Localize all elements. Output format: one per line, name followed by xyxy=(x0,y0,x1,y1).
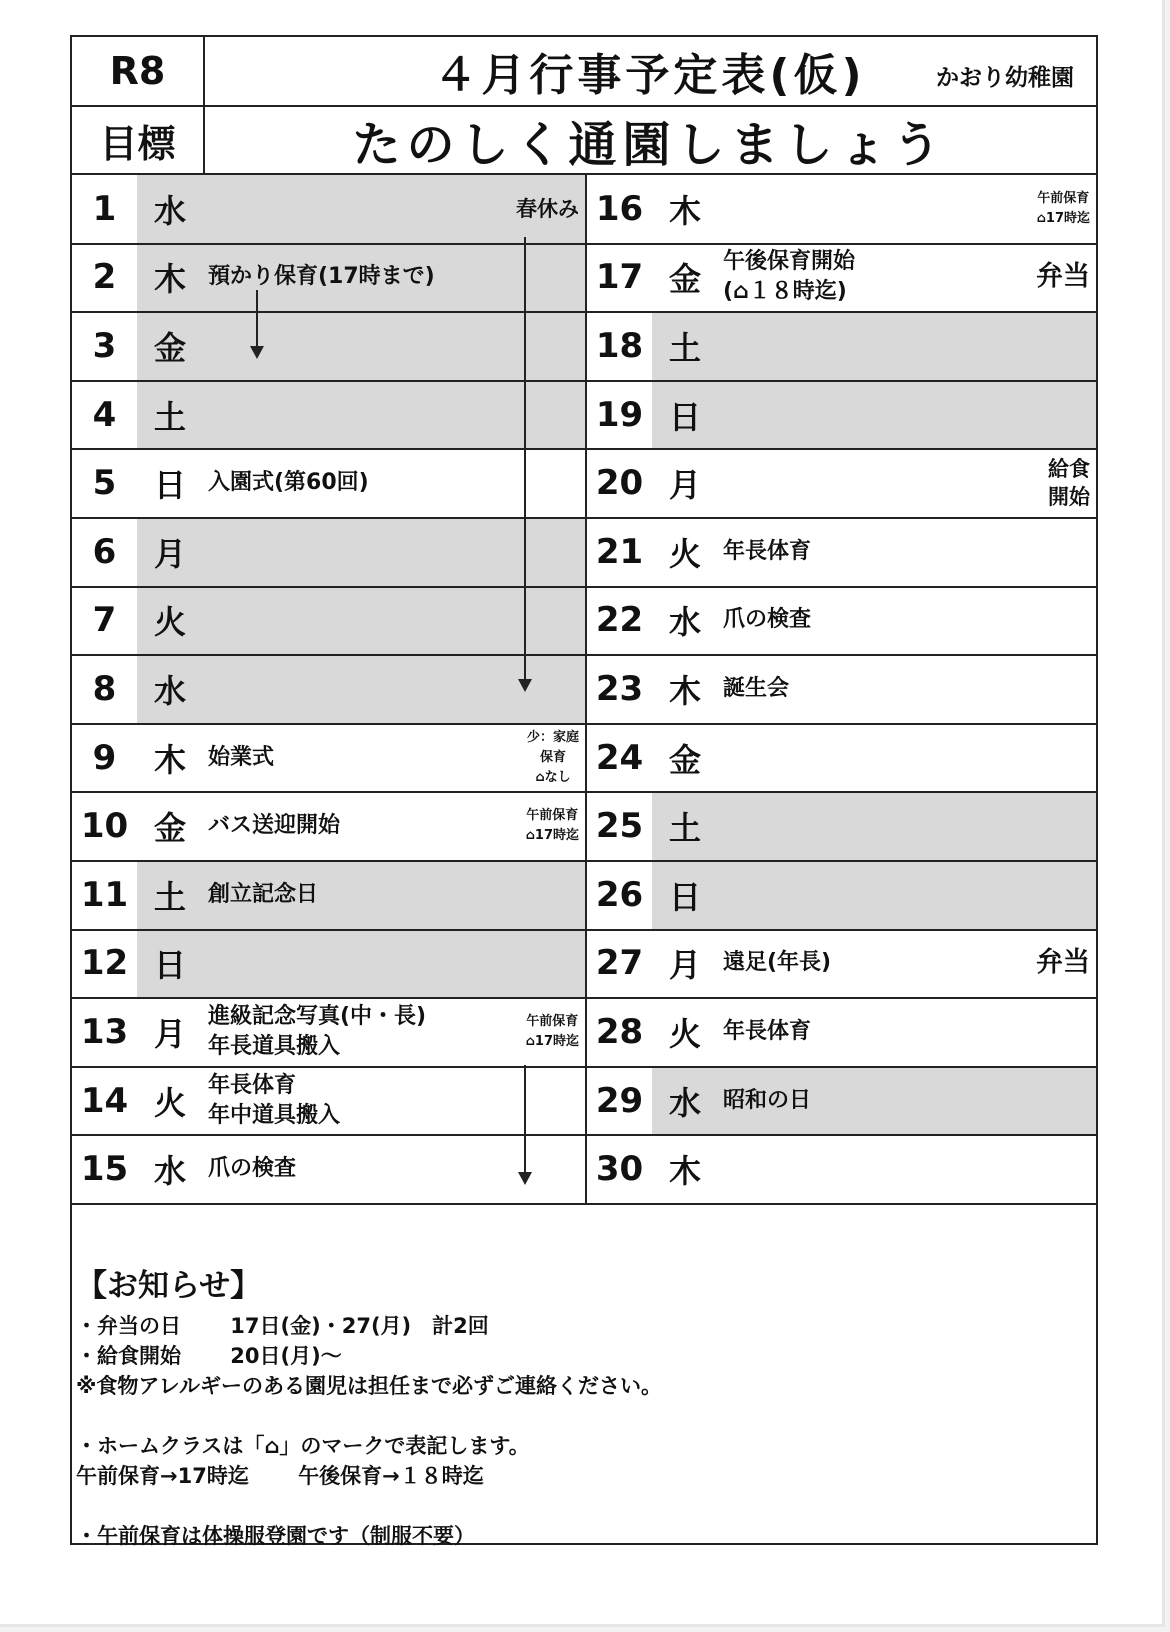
event-line: 年長道具搬入 xyxy=(208,1033,341,1059)
day-number: 18 xyxy=(587,312,654,380)
event-text xyxy=(208,724,274,792)
goal-text: たのしく通園しましょう xyxy=(352,116,947,173)
day-of-week: 木 xyxy=(652,1135,720,1203)
event-text xyxy=(208,998,426,1066)
calendar-row xyxy=(72,244,587,314)
event-cell xyxy=(203,518,585,586)
calendar-row xyxy=(72,998,587,1068)
day-of-week: 火 xyxy=(652,518,720,586)
page-title: ４月行事予定表(仮) xyxy=(433,50,866,101)
calendar-row xyxy=(587,655,1096,725)
day-of-week: 水 xyxy=(137,655,205,723)
calendar-row xyxy=(587,724,1096,794)
event-cell xyxy=(718,792,1096,860)
event-line: 午後保育開始 xyxy=(723,249,856,275)
event-cell xyxy=(718,587,1096,655)
event-note xyxy=(1048,449,1090,517)
day-number: 17 xyxy=(587,244,654,312)
event-note xyxy=(1037,175,1090,243)
event-text xyxy=(723,655,789,723)
event-note xyxy=(526,792,579,860)
event-line: 預かり保育(17時まで) xyxy=(208,264,435,290)
event-note xyxy=(1036,930,1090,998)
event-cell xyxy=(203,175,585,243)
day-number: 2 xyxy=(72,244,139,312)
note-line: 少：家庭 xyxy=(526,729,579,745)
year-label: R8 xyxy=(72,37,205,105)
event-text xyxy=(723,930,831,998)
goal-label: 目標 xyxy=(72,107,205,173)
event-cell xyxy=(718,1067,1096,1135)
day-number: 25 xyxy=(587,792,654,860)
day-number: 15 xyxy=(72,1135,139,1203)
notice-spacer xyxy=(76,1401,1086,1431)
day-number: 16 xyxy=(587,175,654,243)
event-cell xyxy=(718,449,1096,517)
event-text xyxy=(208,1135,296,1203)
day-number: 12 xyxy=(72,930,139,998)
note-line: ⌂なし xyxy=(535,769,571,785)
notice-lines xyxy=(76,1311,1086,1551)
calendar-row xyxy=(587,175,1096,245)
day-of-week: 火 xyxy=(137,1067,205,1135)
event-cell xyxy=(718,244,1096,312)
day-of-week: 月 xyxy=(137,998,205,1066)
event-cell xyxy=(203,587,585,655)
notice-title: 【お知らせ】 xyxy=(76,1268,262,1304)
day-of-week: 金 xyxy=(652,244,720,312)
calendar-row xyxy=(72,381,587,451)
arrow-down-icon xyxy=(256,290,258,357)
event-cell xyxy=(203,930,585,998)
day-number: 28 xyxy=(587,998,654,1066)
day-number: 21 xyxy=(587,518,654,586)
event-line: 始業式 xyxy=(208,744,275,770)
day-of-week: 金 xyxy=(652,724,720,792)
day-number: 19 xyxy=(587,381,654,449)
event-cell xyxy=(718,861,1096,929)
day-number: 22 xyxy=(587,587,654,655)
day-number: 26 xyxy=(587,861,654,929)
note-line: 保育 xyxy=(539,749,566,765)
calendar-row xyxy=(587,792,1096,862)
event-line: 昭和の日 xyxy=(723,1087,812,1113)
calendar-row xyxy=(587,381,1096,451)
event-cell xyxy=(203,861,585,929)
event-line: バス送迎開始 xyxy=(208,813,341,839)
notice-line: ・弁当の日 17日(金)・27(月) 計2回 xyxy=(76,1314,489,1338)
day-of-week: 月 xyxy=(652,449,720,517)
day-number: 5 xyxy=(72,449,139,517)
event-cell xyxy=(718,655,1096,723)
day-of-week: 金 xyxy=(137,312,205,380)
day-of-week: 木 xyxy=(652,175,720,243)
day-number: 3 xyxy=(72,312,139,380)
event-cell xyxy=(203,792,585,860)
notice-line: ※食物アレルギーのある園児は担任まで必ずご連絡ください。 xyxy=(76,1374,663,1398)
calendar-grid xyxy=(72,175,1096,1245)
note-line: 午前保育 xyxy=(526,1013,579,1029)
event-text xyxy=(208,1067,340,1135)
day-number: 10 xyxy=(72,792,139,860)
day-number: 8 xyxy=(72,655,139,723)
day-of-week: 火 xyxy=(137,587,205,655)
notice-line: ・ホームクラスは「⌂」のマークで表記します。 xyxy=(76,1434,530,1458)
event-note xyxy=(516,175,579,243)
calendar-row xyxy=(72,587,587,657)
day-of-week: 木 xyxy=(137,724,205,792)
calendar-row xyxy=(587,312,1096,382)
event-cell xyxy=(203,449,585,517)
calendar-row xyxy=(587,244,1096,314)
note-line: 給食 xyxy=(1048,457,1090,482)
note-line: 午前保育 xyxy=(1037,190,1090,206)
day-number: 27 xyxy=(587,930,654,998)
event-note xyxy=(527,724,579,792)
day-number: 30 xyxy=(587,1135,654,1203)
event-line: 爪の検査 xyxy=(723,607,812,633)
event-cell xyxy=(718,175,1096,243)
event-line: 爪の検査 xyxy=(208,1156,297,1182)
event-line: 遠足(年長) xyxy=(723,950,832,976)
event-text xyxy=(723,587,811,655)
day-of-week: 水 xyxy=(652,587,720,655)
day-of-week: 金 xyxy=(137,792,205,860)
schedule-frame xyxy=(70,35,1098,1548)
event-note xyxy=(1036,244,1090,312)
event-text xyxy=(723,244,855,312)
school-name: かおり幼稚園 xyxy=(936,65,1074,91)
notice-line: ・午前保育は体操服登園です（制服不要） xyxy=(76,1524,475,1548)
day-number: 14 xyxy=(72,1067,139,1135)
note-line: 午前保育 xyxy=(526,808,579,824)
calendar-row xyxy=(587,998,1096,1068)
notice-spacer xyxy=(76,1491,1086,1521)
event-text xyxy=(208,861,318,929)
note-line: 春休み xyxy=(516,196,579,221)
note-line: ⌂17時迄 xyxy=(525,828,579,844)
calendar-row xyxy=(587,587,1096,657)
day-of-week: 日 xyxy=(137,930,205,998)
day-of-week: 水 xyxy=(137,1135,205,1203)
event-line: 年中道具搬入 xyxy=(208,1102,341,1128)
day-number: 29 xyxy=(587,1067,654,1135)
day-of-week: 日 xyxy=(652,381,720,449)
event-cell xyxy=(203,1067,585,1135)
event-cell xyxy=(718,312,1096,380)
day-of-week: 土 xyxy=(137,861,205,929)
event-text xyxy=(723,518,811,586)
event-text xyxy=(723,998,811,1066)
goal-row xyxy=(72,107,1096,175)
note-line: 弁当 xyxy=(1036,261,1090,293)
calendar-row xyxy=(72,724,587,794)
calendar-row xyxy=(72,1067,587,1137)
day-of-week: 土 xyxy=(137,381,205,449)
calendar-row xyxy=(72,175,587,245)
event-text xyxy=(208,449,369,517)
header-row xyxy=(72,37,1096,107)
event-cell xyxy=(718,1135,1096,1203)
event-text xyxy=(208,792,340,860)
calendar-row xyxy=(587,518,1096,588)
day-of-week: 木 xyxy=(137,244,205,312)
day-of-week: 火 xyxy=(652,998,720,1066)
event-note xyxy=(526,998,579,1066)
day-of-week: 水 xyxy=(137,175,205,243)
event-line: 年長体育 xyxy=(723,1018,812,1044)
day-number: 7 xyxy=(72,587,139,655)
day-of-week: 水 xyxy=(652,1067,720,1135)
day-of-week: 土 xyxy=(652,792,720,860)
event-cell xyxy=(718,930,1096,998)
calendar-row xyxy=(587,930,1096,1000)
event-cell xyxy=(203,724,585,792)
event-cell xyxy=(718,998,1096,1066)
day-of-week: 日 xyxy=(652,861,720,929)
day-of-week: 月 xyxy=(137,518,205,586)
day-number: 20 xyxy=(587,449,654,517)
arrow-down-icon xyxy=(524,1065,526,1183)
event-text xyxy=(208,244,435,312)
calendar-row xyxy=(587,1135,1096,1205)
calendar-row xyxy=(587,861,1096,931)
day-of-week: 木 xyxy=(652,655,720,723)
note-line: ⌂17時迄 xyxy=(1036,210,1090,226)
day-number: 4 xyxy=(72,381,139,449)
event-cell xyxy=(718,724,1096,792)
arrow-down-icon xyxy=(524,237,526,690)
calendar-row xyxy=(72,655,587,725)
day-of-week: 日 xyxy=(137,449,205,517)
calendar-row xyxy=(587,449,1096,519)
note-line: ⌂17時迄 xyxy=(525,1033,579,1049)
event-text xyxy=(723,1067,811,1135)
event-cell xyxy=(718,381,1096,449)
calendar-row xyxy=(72,930,587,1000)
event-cell xyxy=(203,381,585,449)
note-line: 弁当 xyxy=(1036,947,1090,979)
day-number: 1 xyxy=(72,175,139,243)
day-number: 11 xyxy=(72,861,139,929)
event-line: 年長体育 xyxy=(723,538,812,564)
day-number: 13 xyxy=(72,998,139,1066)
event-line: 進級記念写真(中・長) xyxy=(208,1003,427,1029)
note-line: 開始 xyxy=(1048,485,1090,510)
notice-line: 午前保育→17時迄 午後保育→１８時迄 xyxy=(76,1464,484,1488)
calendar-row xyxy=(72,312,587,382)
day-number: 6 xyxy=(72,518,139,586)
event-line: 入園式(第60回) xyxy=(208,470,369,496)
event-line: 誕生会 xyxy=(723,675,790,701)
calendar-row xyxy=(72,861,587,931)
notice-section xyxy=(76,1252,1086,1551)
calendar-row xyxy=(72,792,587,862)
calendar-row xyxy=(587,1067,1096,1137)
event-cell xyxy=(718,518,1096,586)
calendar-row xyxy=(72,449,587,519)
calendar-row xyxy=(72,518,587,588)
day-number: 23 xyxy=(587,655,654,723)
event-line: 創立記念日 xyxy=(208,881,319,907)
day-of-week: 土 xyxy=(652,312,720,380)
event-cell xyxy=(203,1135,585,1203)
event-line: (⌂１８時迄) xyxy=(723,279,847,305)
notice-line: ・給食開始 20日(月)～ xyxy=(76,1344,342,1368)
event-cell xyxy=(203,998,585,1066)
event-cell xyxy=(203,244,585,312)
event-line: 年長体育 xyxy=(208,1072,297,1098)
day-number: 9 xyxy=(72,724,139,792)
calendar-row xyxy=(72,1135,587,1205)
day-of-week: 月 xyxy=(652,930,720,998)
day-number: 24 xyxy=(587,724,654,792)
